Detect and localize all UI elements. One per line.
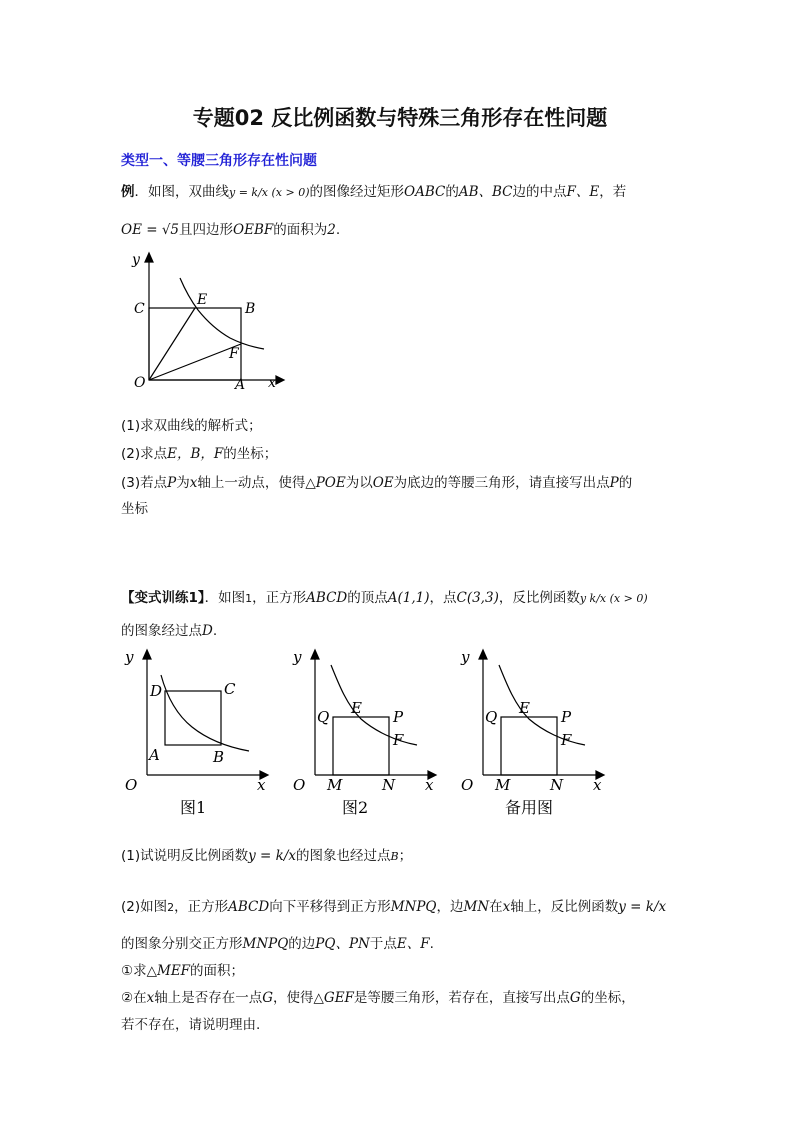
figure-rectangle-hyperbola <box>118 250 288 400</box>
hyperbola-curve <box>499 665 585 745</box>
question-2: (2)求点E，B，F的坐标； <box>121 446 278 462</box>
fig4-label-y: y <box>461 648 470 666</box>
segment-oe <box>149 308 195 380</box>
fig2-label-d: D <box>150 682 163 700</box>
variant-subquestion-2: ②在x轴上是否存在一点G，使得△GEF是等腰三角形，若存在，直接写出点G的坐标， <box>121 990 635 1006</box>
variant-label: 【变式训练1】 <box>121 590 205 606</box>
square-abcd <box>165 691 221 745</box>
fig2-label-a: A <box>149 746 160 764</box>
page-title: 专题02 反比例函数与特殊三角形存在性问题 <box>192 106 608 130</box>
fig3-label-q: Q <box>317 708 330 726</box>
fig4-label-e: E <box>519 699 530 717</box>
fig3-label-y: y <box>293 648 302 666</box>
fig4-label-q: Q <box>485 708 498 726</box>
square-mnpq <box>333 717 389 775</box>
hyperbola-curve <box>161 675 249 751</box>
fig4-label-f: F <box>561 731 572 749</box>
variant-question-2: (2)如图2，正方形ABCD向下平移得到正方形MNPQ，边MN在x轴上，反比例函数y = k/x <box>121 899 667 915</box>
figure-spare <box>453 645 613 820</box>
fig1-label-f: F <box>229 346 239 362</box>
fig3-label-p: P <box>393 708 404 726</box>
fig3-label-x: x <box>425 776 434 794</box>
variant-subquestion-1: ①求△MEF的面积； <box>121 963 245 979</box>
hyperbola-curve <box>331 665 417 745</box>
fig4-label-x: x <box>593 776 602 794</box>
variant-question-1: (1)试说明反比例函数y = k/x的图象也经过点B； <box>121 848 413 864</box>
fig1-label-x: x <box>268 375 276 391</box>
fig3-label-f: F <box>393 731 404 749</box>
question-1: (1)求双曲线的解析式； <box>121 418 262 434</box>
fig1-label-c: C <box>134 301 145 317</box>
fig1-label-b: B <box>245 301 256 317</box>
example-line-1: 例．如图，双曲线y = k/x (x > 0)的图像经过矩形OABC的AB、BC边的中点F、E，若 <box>121 184 627 200</box>
fig3-label-o: O <box>293 776 306 794</box>
fig2-label-x: x <box>257 776 266 794</box>
fig4-label-p: P <box>561 708 572 726</box>
fig2-label-y: y <box>125 648 134 666</box>
fig1-label-y: y <box>132 252 140 268</box>
section-heading-type1: 类型一、等腰三角形存在性问题 <box>121 153 317 169</box>
fig1-label-a: A <box>235 377 246 393</box>
condition-oe: OE = √5 <box>121 222 180 238</box>
fig4-label-n: N <box>550 776 564 794</box>
square-mnpq-spare <box>501 717 557 775</box>
fig2-label-b: B <box>213 748 225 766</box>
segment-of <box>149 344 241 380</box>
variant-question-2-line-2: 的图象分别交正方形MNPQ的边PQ、PN于点E、F. <box>121 936 434 952</box>
fig4-label-o: O <box>461 776 474 794</box>
fig1-label-e: E <box>197 292 208 308</box>
rect-name: OABC <box>404 184 446 200</box>
example-line-2: OE = √5且四边形OEBF的面积为2. <box>121 222 341 238</box>
fig-caption-3: 备用图 <box>505 798 554 817</box>
fig4-label-m: M <box>495 776 511 794</box>
variant-subquestion-2-line-2: 若不存在，请说明理由. <box>121 1017 261 1033</box>
fig2-label-o: O <box>125 776 138 794</box>
fig1-label-o: O <box>134 375 146 391</box>
fig2-label-c: C <box>224 680 236 698</box>
fig3-label-e: E <box>351 699 362 717</box>
fig3-label-m: M <box>327 776 343 794</box>
variant-training-line-2: 的图象经过点D. <box>121 623 218 639</box>
figure-square-mnpq <box>285 645 445 820</box>
example-label: 例 <box>121 184 135 200</box>
variant-training-line-1: 【变式训练1】．如图1，正方形ABCD的顶点A(1,1)，点C(3,3)，反比例函数y k/x (x > 0) <box>121 590 648 606</box>
fig-caption-1: 图1 <box>180 798 207 817</box>
fig3-label-n: N <box>382 776 396 794</box>
figure-square-abcd <box>117 645 277 820</box>
fig-caption-2: 图2 <box>342 798 369 817</box>
question-3-line-2: 坐标 <box>121 501 148 517</box>
curve-equation: y = k/x (x > 0) <box>229 186 310 199</box>
question-3: (3)若点P为x轴上一动点，使得△POE为以OE为底边的等腰三角形，请直接写出点P的 <box>121 475 633 491</box>
rectangle-oabc <box>149 308 241 380</box>
